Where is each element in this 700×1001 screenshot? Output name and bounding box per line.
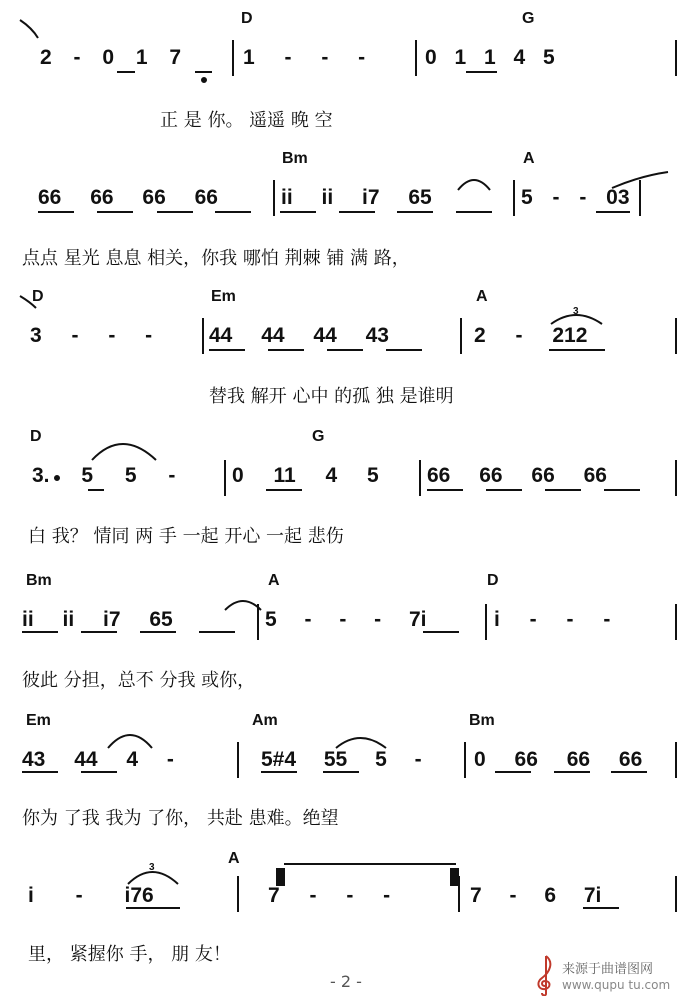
lyric-line: 正 是 你。 遥遥 晚 空 <box>160 110 333 131</box>
notation-measure: 7 - - - <box>268 884 391 907</box>
chord-symbol: D <box>30 428 42 445</box>
notation-measure: 3 - - - <box>30 324 153 347</box>
chord-symbol: Bm <box>282 150 308 167</box>
notation-measure: 5#4 55 5 - <box>261 748 422 771</box>
notation-measure: 0 1 1 4 5 <box>425 46 555 69</box>
chord-symbol: A <box>523 150 535 167</box>
slur-mark <box>20 20 38 38</box>
notation-measure: ii ii i7 65 <box>281 186 432 209</box>
notation-measure: 5 - - 03 <box>521 186 630 209</box>
lyric-line: 白 我？ 情同 两 手 一起 开心 一起 悲伤 <box>28 526 344 547</box>
page-number: - 2 - <box>330 972 362 991</box>
tie-arc <box>225 601 261 610</box>
tie-arc <box>108 735 152 748</box>
tie-arc <box>458 180 490 190</box>
chord-symbol: Bm <box>469 712 495 729</box>
chord-symbol: D <box>241 10 253 27</box>
tie-arc <box>92 444 156 460</box>
notation-measure: 1 - - - <box>243 46 366 69</box>
notation-measure: 66 66 66 66 <box>38 186 218 209</box>
chord-symbol: A <box>268 572 280 589</box>
chord-symbol: G <box>312 428 325 445</box>
chord-symbol: G <box>522 10 535 27</box>
lyric-line: 彼此 分担，总不 分我 或你， <box>22 670 256 691</box>
lyric-line: 你为 了我 我为 了你， 共赴 患难。绝望 <box>22 808 339 829</box>
notation-measure: 2 - 0 1 7 <box>40 46 182 69</box>
triplet-label: 3 <box>149 862 155 873</box>
notation-measure: 0 66 66 66 <box>474 748 643 771</box>
notation-measure: 5 - - - 7i <box>265 608 427 631</box>
notation-measure: 0 11 4 5 <box>232 464 379 487</box>
notation-measure: 44 44 44 43 <box>209 324 389 347</box>
notation-measure: 3. 5 5 - <box>32 464 176 487</box>
chord-symbol: Em <box>211 288 236 305</box>
watermark-line-2: www.qupu tu.com <box>562 978 671 992</box>
lyric-line: 点点 星光 息息 相关，你我 哪怕 荆棘 铺 满 路， <box>22 248 410 269</box>
chord-symbol: Am <box>252 712 278 729</box>
notation-measure: 7 - 6 7i <box>470 884 602 907</box>
notation-measure: 2 - 212 <box>474 324 588 347</box>
notation-measure: 66 66 66 66 <box>427 464 607 487</box>
triplet-arc <box>128 872 178 884</box>
lower-octave-dot <box>202 78 206 82</box>
chord-symbol: Em <box>26 712 51 729</box>
treble-clef-icon <box>532 952 558 996</box>
repeat-block-mark <box>450 868 459 886</box>
chord-symbol: A <box>476 288 488 305</box>
chord-symbol: D <box>487 572 499 589</box>
lyric-line: 里， 紧握你 手， 朋 友！ <box>28 944 231 965</box>
watermark <box>532 952 692 998</box>
triplet-label: 3 <box>573 306 579 317</box>
watermark-line-1: 来源于曲谱图网 <box>562 962 654 977</box>
lyric-line: 替我 解开 心中 的孤 独 是谁明 <box>209 386 454 407</box>
chord-symbol: Bm <box>26 572 52 589</box>
notation-measure: i - - - <box>494 608 611 631</box>
notation-measure: 43 44 4 - <box>22 748 174 771</box>
chord-symbol: A <box>228 850 240 867</box>
notation-measure: i - i76 <box>28 884 154 907</box>
tie-arc <box>336 738 386 748</box>
chord-symbol: D <box>32 288 44 305</box>
notation-measure: ii ii i7 65 <box>22 608 173 631</box>
